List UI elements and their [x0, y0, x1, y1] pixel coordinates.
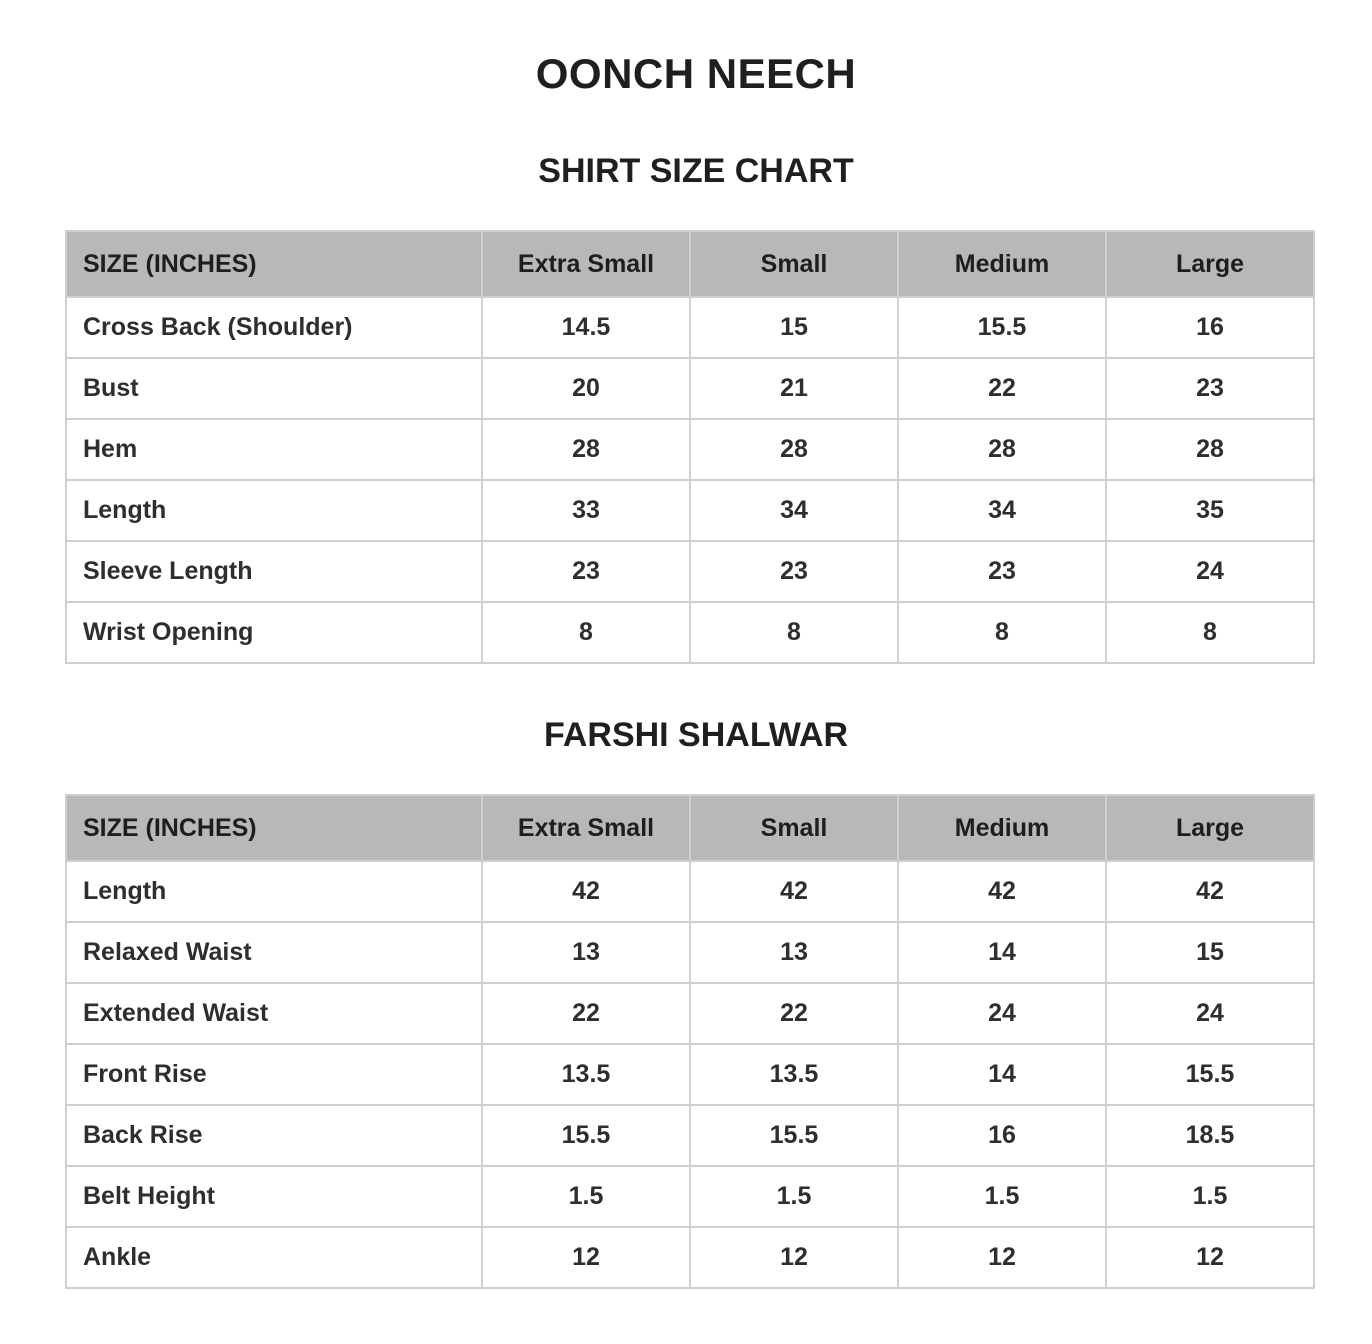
- cell-small: 13: [690, 922, 898, 983]
- table-row: [66, 1105, 1314, 1166]
- header-cell-medium: Medium: [898, 795, 1106, 861]
- cell-extra-small: 13.5: [482, 1044, 690, 1105]
- header-cell-extra-small: Extra Small: [482, 795, 690, 861]
- cell-medium: 8: [898, 602, 1106, 663]
- table-row: [66, 1227, 1314, 1288]
- cell-extra-small: 15.5: [482, 1105, 690, 1166]
- header-cell-large: Large: [1106, 795, 1314, 861]
- cell-extra-small: 42: [482, 861, 690, 922]
- table-row: [66, 480, 1314, 541]
- table-header-row: [66, 231, 1314, 297]
- cell-medium: 28: [898, 419, 1106, 480]
- row-label: Bust: [66, 358, 482, 419]
- row-label: Hem: [66, 419, 482, 480]
- shirt-size-table: [65, 230, 1315, 664]
- cell-medium: 23: [898, 541, 1106, 602]
- shirt-size-chart-title: SHIRT SIZE CHART: [538, 152, 854, 190]
- row-label: Length: [66, 480, 482, 541]
- shalwar-size-table: [65, 794, 1315, 1289]
- cell-small: 28: [690, 419, 898, 480]
- cell-medium: 14: [898, 922, 1106, 983]
- cell-large: 1.5: [1106, 1166, 1314, 1227]
- cell-small: 23: [690, 541, 898, 602]
- table-row: [66, 983, 1314, 1044]
- cell-extra-small: 23: [482, 541, 690, 602]
- row-label: Belt Height: [66, 1166, 482, 1227]
- cell-medium: 12: [898, 1227, 1106, 1288]
- cell-large: 35: [1106, 480, 1314, 541]
- header-cell-extra-small: Extra Small: [482, 231, 690, 297]
- cell-medium: 1.5: [898, 1166, 1106, 1227]
- table-row: [66, 541, 1314, 602]
- table-row: [66, 861, 1314, 922]
- cell-small: 15.5: [690, 1105, 898, 1166]
- cell-small: 22: [690, 983, 898, 1044]
- farshi-shalwar-title: FARSHI SHALWAR: [543, 716, 849, 754]
- table-row: [66, 922, 1314, 983]
- cell-extra-small: 14.5: [482, 297, 690, 358]
- table-row: [66, 419, 1314, 480]
- cell-medium: 34: [898, 480, 1106, 541]
- table-row: [66, 1166, 1314, 1227]
- table-header-row: [66, 795, 1314, 861]
- cell-large: 24: [1106, 541, 1314, 602]
- cell-large: 23: [1106, 358, 1314, 419]
- row-label: Relaxed Waist: [66, 922, 482, 983]
- header-cell-size-inches: SIZE (INCHES): [66, 231, 482, 297]
- cell-large: 15: [1106, 922, 1314, 983]
- cell-large: 42: [1106, 861, 1314, 922]
- cell-large: 16: [1106, 297, 1314, 358]
- cell-extra-small: 22: [482, 983, 690, 1044]
- cell-extra-small: 20: [482, 358, 690, 419]
- table-row: [66, 1044, 1314, 1105]
- header-cell-size-inches: SIZE (INCHES): [66, 795, 482, 861]
- cell-large: 12: [1106, 1227, 1314, 1288]
- cell-extra-small: 1.5: [482, 1166, 690, 1227]
- table-row: [66, 358, 1314, 419]
- cell-extra-small: 8: [482, 602, 690, 663]
- cell-large: 28: [1106, 419, 1314, 480]
- cell-medium: 14: [898, 1044, 1106, 1105]
- cell-large: 24: [1106, 983, 1314, 1044]
- cell-small: 34: [690, 480, 898, 541]
- table-row: [66, 602, 1314, 663]
- cell-small: 8: [690, 602, 898, 663]
- cell-small: 21: [690, 358, 898, 419]
- row-label: Front Rise: [66, 1044, 482, 1105]
- row-label: Extended Waist: [66, 983, 482, 1044]
- cell-small: 13.5: [690, 1044, 898, 1105]
- cell-extra-small: 13: [482, 922, 690, 983]
- cell-medium: 22: [898, 358, 1106, 419]
- table-row: [66, 297, 1314, 358]
- row-label: Wrist Opening: [66, 602, 482, 663]
- cell-extra-small: 12: [482, 1227, 690, 1288]
- cell-extra-small: 28: [482, 419, 690, 480]
- cell-small: 1.5: [690, 1166, 898, 1227]
- cell-small: 12: [690, 1227, 898, 1288]
- cell-medium: 16: [898, 1105, 1106, 1166]
- header-cell-small: Small: [690, 795, 898, 861]
- cell-large: 18.5: [1106, 1105, 1314, 1166]
- cell-medium: 24: [898, 983, 1106, 1044]
- row-label: Sleeve Length: [66, 541, 482, 602]
- cell-large: 8: [1106, 602, 1314, 663]
- cell-small: 42: [690, 861, 898, 922]
- header-cell-medium: Medium: [898, 231, 1106, 297]
- cell-medium: 42: [898, 861, 1106, 922]
- header-cell-large: Large: [1106, 231, 1314, 297]
- cell-extra-small: 33: [482, 480, 690, 541]
- row-label: Length: [66, 861, 482, 922]
- row-label: Cross Back (Shoulder): [66, 297, 482, 358]
- brand-title: OONCH NEECH: [535, 50, 857, 97]
- row-label: Ankle: [66, 1227, 482, 1288]
- header-cell-small: Small: [690, 231, 898, 297]
- cell-large: 15.5: [1106, 1044, 1314, 1105]
- row-label: Back Rise: [66, 1105, 482, 1166]
- cell-small: 15: [690, 297, 898, 358]
- cell-medium: 15.5: [898, 297, 1106, 358]
